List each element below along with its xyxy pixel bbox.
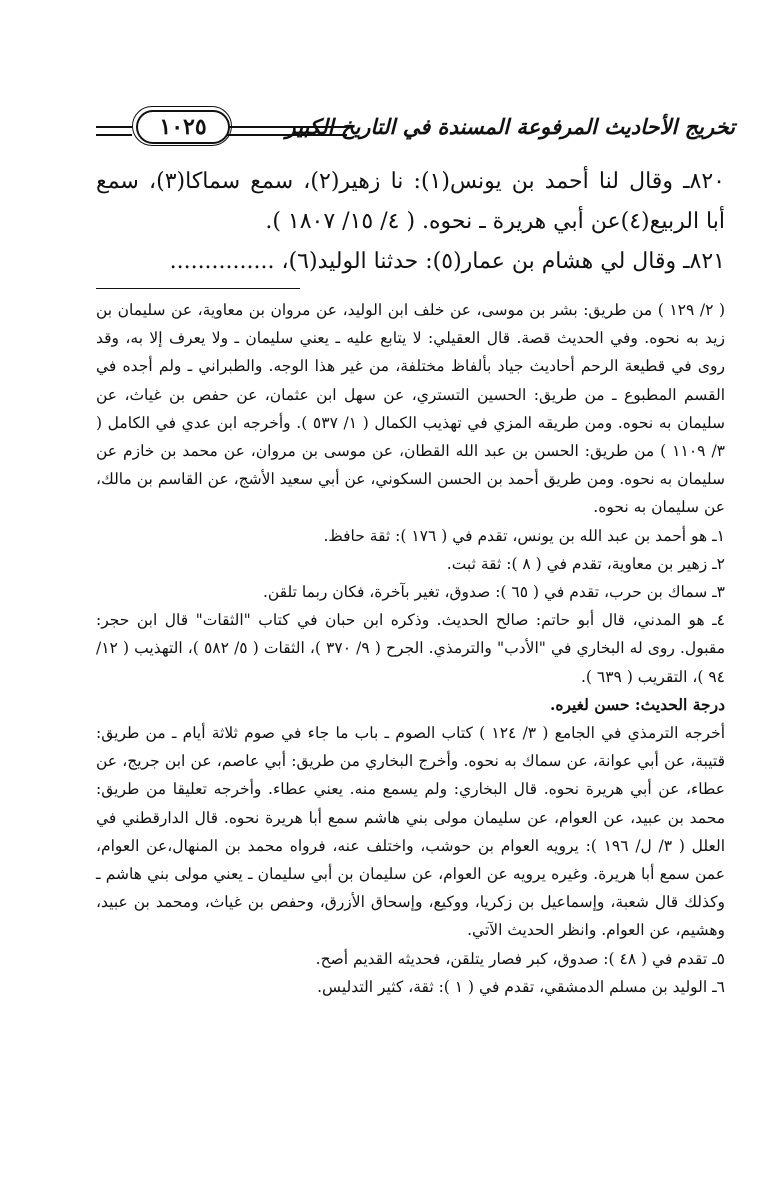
footnote-6: ٦ـ الوليد بن مسلم الدمشقي، تقدم في ( ١ ): ثقة، كثير التدليس. <box>317 977 725 996</box>
footnote-2: ٢ـ زهير بن معاوية، تقدم في ( ٨ ): ثقة ثبت. <box>446 554 725 573</box>
footnote-1: ١ـ هو أحمد بن عبد الله بن يونس، تقدم في ( ١٧٦ ): ثقة حافظ. <box>323 526 725 545</box>
main-line-3: ٨٢١ـ وقال لي هشام بن عمار(٥): حدثنا الوليد(٦)، ............... <box>169 249 725 274</box>
running-header <box>96 108 735 148</box>
header-double-rule <box>226 126 347 136</box>
main-text <box>96 162 725 282</box>
footnote-separator <box>96 288 300 289</box>
takhrij-paragraph: أخرجه الترمذي في الجامع ( ٣/ ١٢٤ ) كتاب الصوم ـ باب ما جاء في صوم ثلاثة أيام ـ من طريق: قتيبة، عن أبي عوانة، عن سماك به نحوه. وأخرج البخاري من طريق: أبي عاصم، عن ابن جريج، عن عطاء، عن أبي هريرة نحوه. قال البخاري: ولم يسمع منه. يعني عطاء. وأخرجه تعليقا من طريق: محمد بن عبيد، عن العوام، عن سليمان مولى بني هاشم سمع أبا هريرة نحوه. قال الدارقطني في العلل ( ٣/ ل/ ١٩٦ ): يرويه العوام بن حوشب، واختلف عنه، فرواه محمد بن المنهال،عن العوام، عمن سمع أبا هريرة. وغيره يرويه عن العوام، عن سليمان بن أبي سليمان ـ يعني مولى بني هاشم ـ وكذلك قال شعبة، وإسماعيل بن زكريا، ووكيع، وإسحاق الأزرق، وحفص بن غياث، ومحمد بن عبيد، وهشيم، عن العوام. وانظر الحديث الآتي. <box>96 724 725 940</box>
footnote-4: ٤ـ هو المدني، قال أبو حاتم: صالح الحديث. وذكره ابن حبان في كتاب "الثقات" قال ابن حجر: مقبول. روى له البخاري في "الأدب" والترمذي. الجرح ( ٩/ ٣٧٠ )، الثقات ( ٥/ ٥٨٢ )، التهذيب ( ١٢/ ٩٤ )، التقريب ( ٦٣٩ ). <box>96 611 726 686</box>
footnote-continuation: ( ٢/ ١٢٩ ) من طريق: بشر بن موسى، عن خلف ابن الوليد، عن مروان بن معاوية، عن سليمان بن زيد به نحوه. وفي الحديث قصة. قال العقيلي: لا يتابع عليه ـ يعني سليمان ـ ولا يعرف إلا به، وقد روى في قطيعة الرحم أحاديث جياد بألفاظ مختلفة، من غير هذا الوجه. والطبراني ـ ولم أجده في القسم المطبوع ـ من طريق: الحسين التستري، عن سهل ابن عثمان، عن حفص بن غياث، عن سليمان به نحوه. ومن طريقه المزي في تهذيب الكمال ( ١/ ٥٣٧ ). وأخرجه ابن عدي في الكامل ( ٣/ ١١٠٩ ) من طريق: الحسن بن عبد الله القطان، عن موسى بن مروان، عن محمد بن خازم عن سليمان به نحوه. ومن طريق أحمد بن الحسن السكوني، عن أبي سعيد الأشج، عن القاسم بن مالك، عن سليمان به نحوه. <box>96 301 725 517</box>
header-left-rule <box>96 126 132 136</box>
main-line-1: ٨٢٠ـ وقال لنا أحمد بن يونس(١): نا زهير(٢)، سمع سماكا(٣)، سمع <box>96 169 725 194</box>
header-title: تخريج الأحاديث المرفوعة المسندة في التاريخ الكبير <box>285 114 735 139</box>
footnote-3: ٣ـ سماك بن حرب، تقدم في ( ٦٥ ): صدوق، تغير بآخرة، فكان ربما تلقن. <box>262 583 725 602</box>
footnotes <box>96 296 725 1001</box>
hadith-grade: درجة الحديث: حسن لغيره. <box>549 694 725 714</box>
footnote-5: ٥ـ تقدم في ( ٤٨ ): صدوق، كبر فصار يتلقن، فحديثه القديم أصح. <box>315 949 725 968</box>
main-line-2: أبا الربيع(٤)عن أبي هريرة ـ نحوه. ( ٤/ ١٥/ ١٨٠٧ ). <box>265 209 725 234</box>
page-number: ١٠٢٥ <box>136 110 230 144</box>
